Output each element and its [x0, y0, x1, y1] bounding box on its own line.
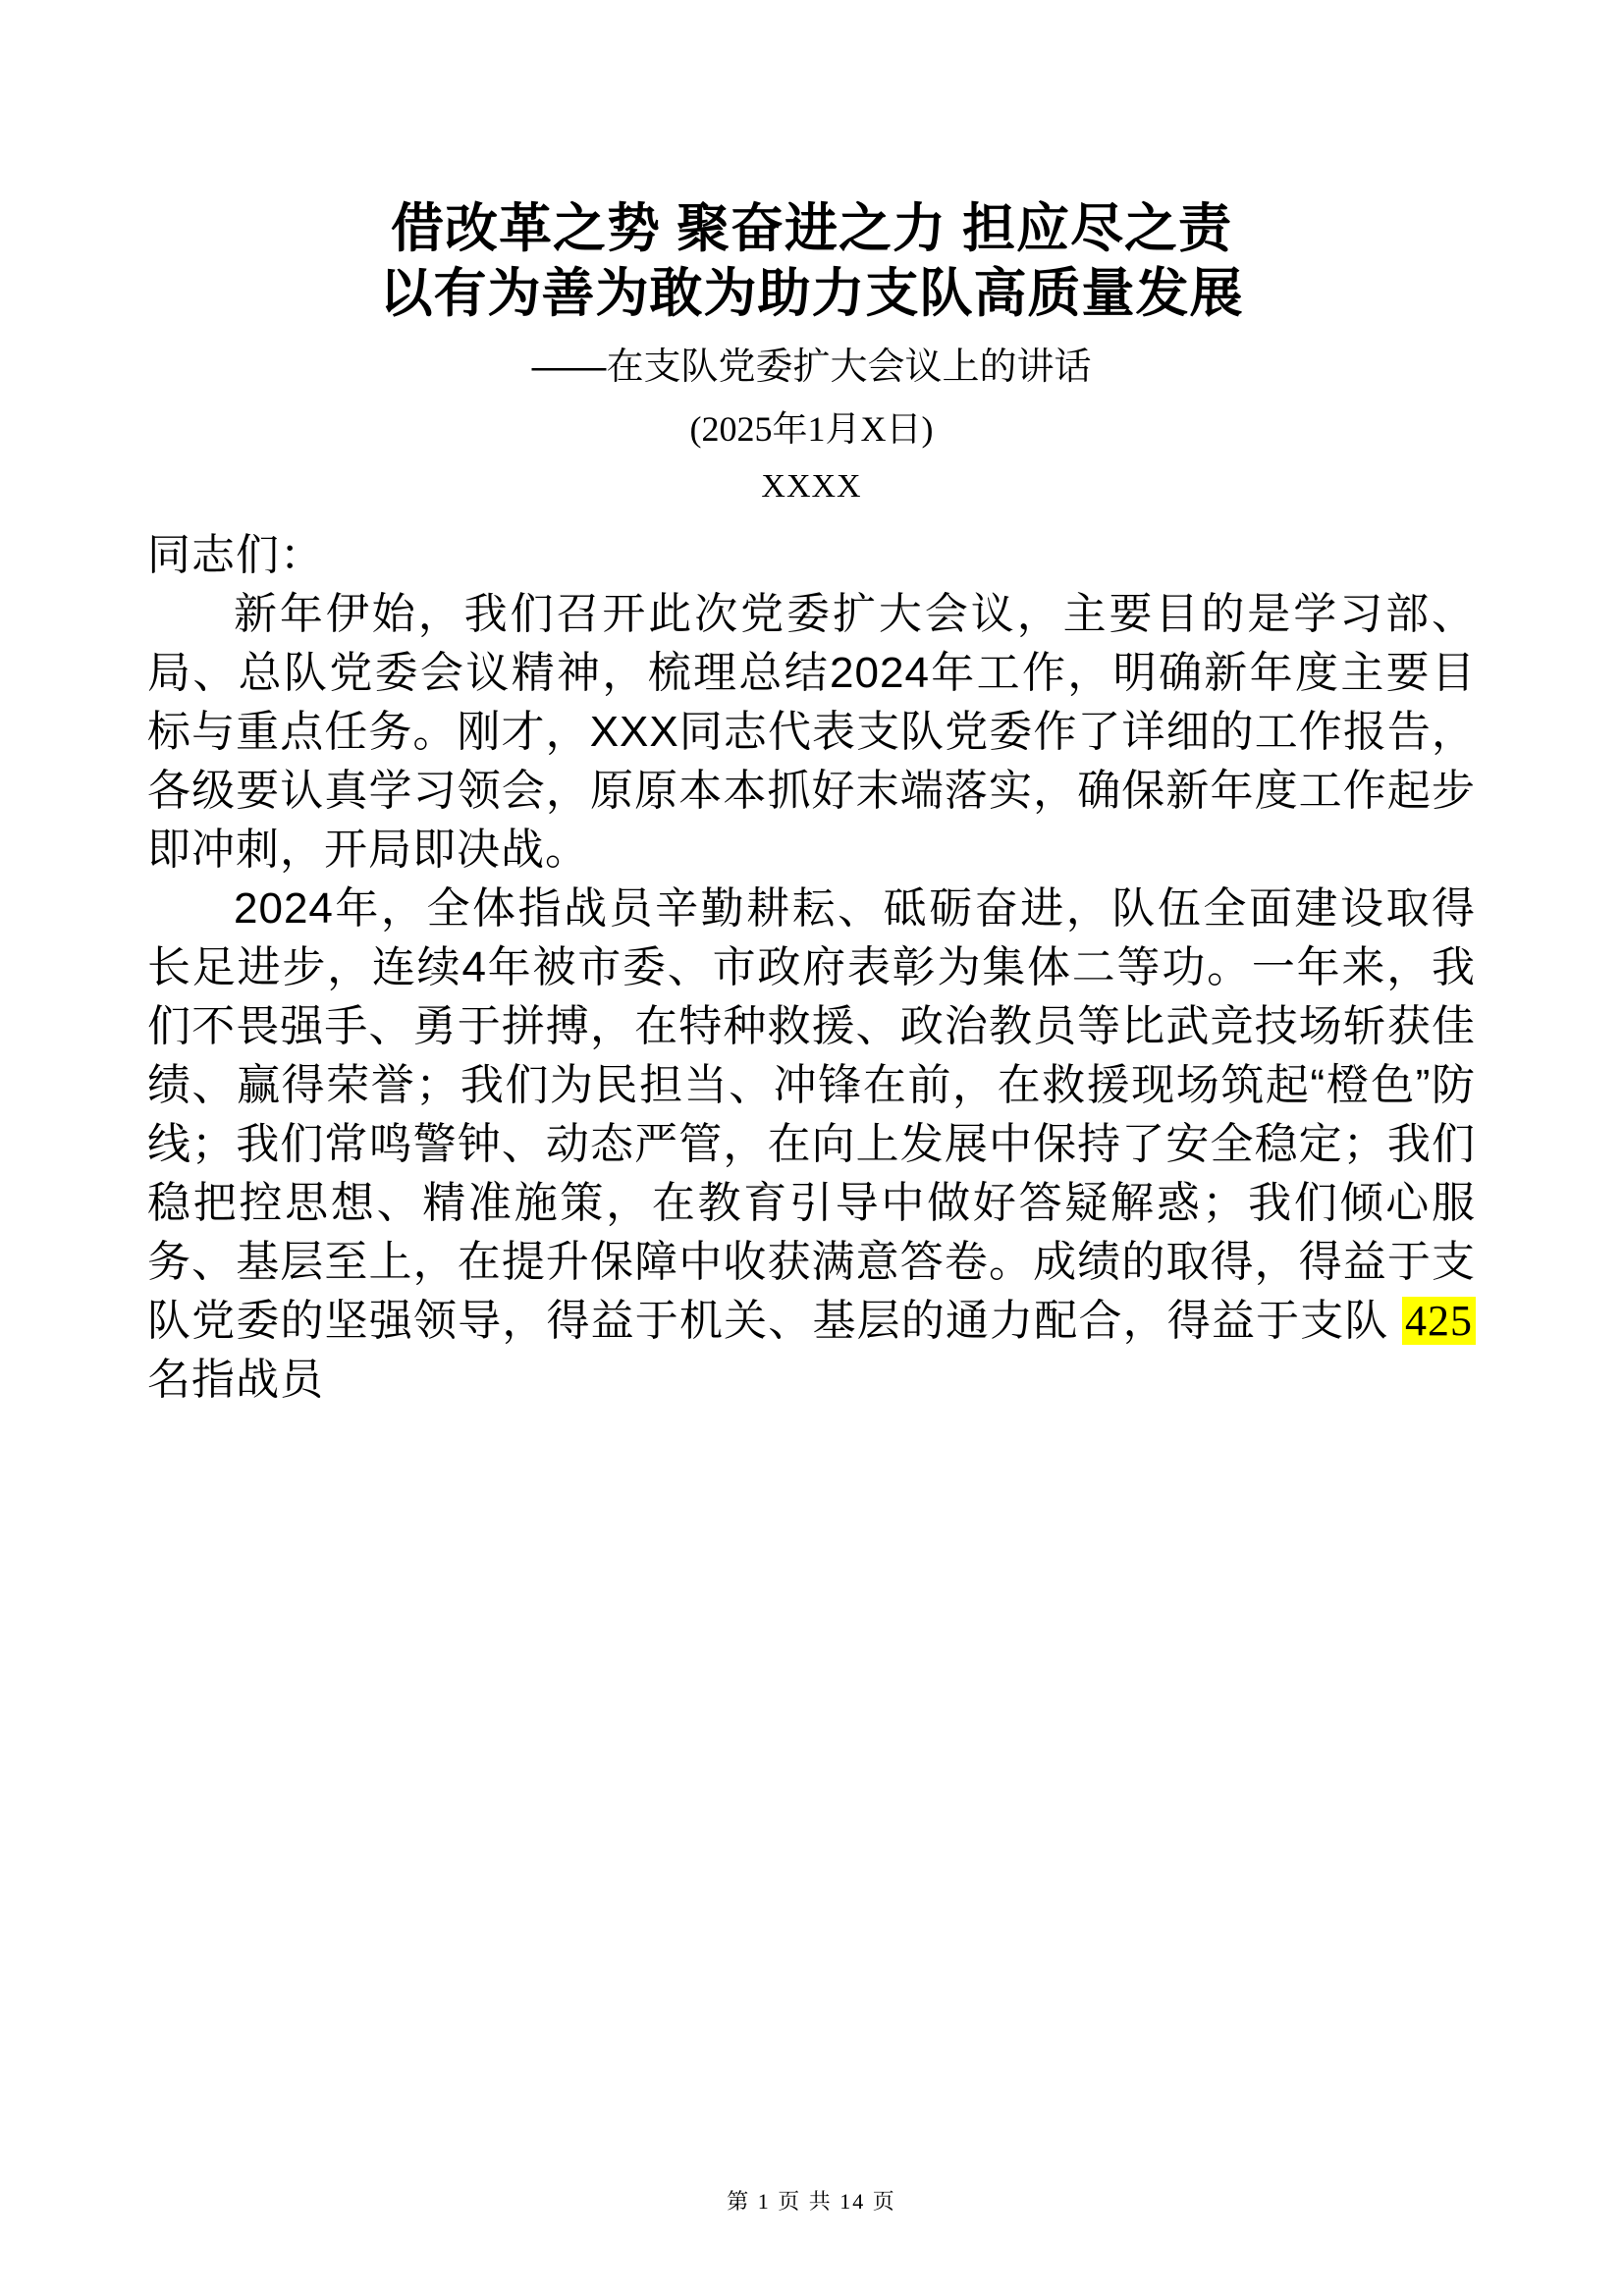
paragraph-2-text-before: 2024年，全体指战员辛勤耕耘、砥砺奋进，队伍全面建设取得长足进步，连续4年被市委、市政府表彰为集体二等功。一年来，我们不畏强手、勇于拼搏，在特种救援、政治教员等比武竞技场斩获佳绩、赢得荣誉；我们为民担当、冲锋在前，在救援现场筑起“橙色”防线；我们常鸣警钟、动态严管，在向上发展中保持了安全稳定；我们稳把控思想、精准施策，在教育引导中做好答疑解惑；我们倾心服务、基层至上，在提升保障中收获满意答卷。成绩的取得，得益于支队党委的坚强领导，得益于机关、基层的通力配合，得益于支队 — [147, 884, 1476, 1345]
page-footer: 第 1 页 共 14 页 — [727, 2189, 896, 2214]
document-subtitle: ——在支队党委扩大会议上的讲话 — [531, 347, 1092, 388]
salutation: 同志们： — [147, 531, 324, 579]
body-paragraph-1: 新年伊始，我们召开此次党委扩大会议，主要目的是学习部、局、总队党委会议精神，梳理总结2024年工作，明确新年度主要目标与重点任务。刚才，XXX同志代表支队党委作了详细的工作报告，各级要认真学习领会，原原本本抓好末端落实，确保新年度工作起步即冲刺，开局即决战。 — [147, 590, 1476, 874]
title-line-2: 以有为善为敢为助力支队高质量发展 — [379, 264, 1244, 323]
body-paragraph-2 — [147, 880, 1476, 1410]
highlighted-value-425: 425 — [1402, 1297, 1476, 1345]
document-date: (2025年1月X日) — [689, 409, 934, 449]
document-author: XXXX — [761, 468, 862, 505]
title-line-1: 借改革之势 聚奋进之力 担应尽之责 — [390, 199, 1232, 258]
paragraph-2-text-after: 名指战员 — [147, 1356, 324, 1404]
document-title — [147, 196, 1476, 326]
document-body — [147, 526, 1476, 1410]
